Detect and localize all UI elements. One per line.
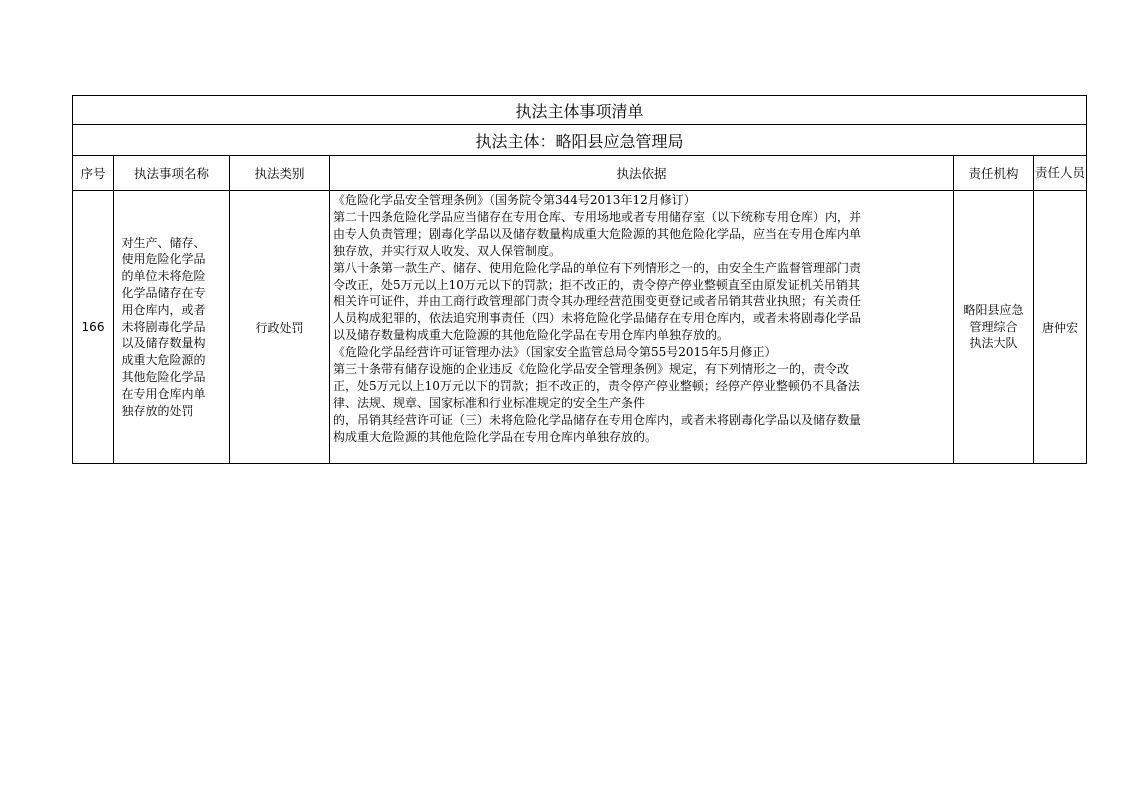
basis-line: 人员构成犯罪的，依法追究刑事责任（四）未将危险化学品储存在专用仓库内，或者未将剧毒化学品 <box>333 311 862 326</box>
basis-line: 相关许可证件，并由工商行政管理部门责令其办理经营范围变更登记或者吊销其营业执照；有关责任 <box>333 294 862 309</box>
basis-line: 令改正，处5万元以上10万元以下的罚款；拒不改正的，责令停产停业整顿直至由原发证机关吊销其 <box>333 277 860 292</box>
basis-line: 的，吊销其经营许可证（三）未将危险化学品储存在专用仓库内，或者未将剧毒化学品以及储存数量 <box>333 412 862 427</box>
basis-line: 由专人负责管理；剧毒化学品以及储存数量构成重大危险源的其他危险化学品，应当在专用仓库内单 <box>333 226 862 241</box>
header-person <box>1034 156 1087 191</box>
row-person: 唐仲宏 <box>1034 191 1087 464</box>
row-seq: 166 <box>73 191 114 464</box>
row-item-name <box>114 191 230 464</box>
item-name-line: 化学品储存在专 <box>121 286 206 300</box>
row-category: 行政处罚 <box>230 191 330 464</box>
header-item-name: 执法事项名称 <box>114 156 230 191</box>
item-name-line: 对生产、储存、 <box>121 235 206 250</box>
basis-line: 《危险化学品经营许可证管理办法》（国家安全监管总局令第55号2015年5月修正） <box>333 345 777 360</box>
item-name-line: 独存放的处罚 <box>121 403 194 418</box>
item-name-line: 未将剧毒化学品 <box>121 319 206 334</box>
row-org <box>954 191 1034 464</box>
item-name-line: 用仓库内，或者 <box>121 302 206 317</box>
header-category: 执法类别 <box>230 156 330 191</box>
org-line: 管理综合 <box>969 319 1018 334</box>
org-line: 执法大队 <box>969 336 1018 351</box>
basis-text <box>333 192 950 446</box>
header-seq: 序号 <box>73 156 114 191</box>
item-name-line: 其他危险化学品 <box>121 369 206 384</box>
basis-line: 第三十条带有储存设施的企业违反《危险化学品安全管理条例》规定，有下列情形之一的，责令改 <box>333 362 850 377</box>
org-line: 略阳县应急 <box>963 302 1024 317</box>
header-org: 责任机构 <box>954 156 1034 191</box>
basis-line: 正，处5万元以上10万元以下的罚款；拒不改正的，责令停产停业整顿；经停产停业整顿仍不具备法 <box>333 378 860 393</box>
basis-line: 独存放，并实行双人收发、双人保管制度。 <box>333 243 562 258</box>
item-name-line: 成重大危险源的 <box>121 353 206 368</box>
item-name-line: 在专用仓库内单 <box>121 386 206 401</box>
basis-line: 第八十条第一款生产、储存、使用危险化学品的单位有下列情形之一的，由安全生产监督管理部门责 <box>333 260 862 275</box>
table-row <box>73 191 1087 464</box>
item-name-text <box>122 235 222 420</box>
header-basis: 执法依据 <box>330 156 954 191</box>
enforcement-subject: 执法主体：略阳县应急管理局 <box>73 125 1087 156</box>
basis-line: 构成重大危险源的其他危险化学品在专用仓库内单独存放的。 <box>333 429 658 444</box>
basis-line: 《危险化学品安全管理条例》（国务院令第344号2013年12月修订） <box>333 193 696 207</box>
header-person-text: 责任人员 <box>1035 165 1086 180</box>
item-name-line: 的单位未将危险 <box>121 269 206 284</box>
basis-line: 律、法规、规章、国家标准和行业标准规定的安全生产条件 <box>333 395 646 410</box>
item-name-line: 以及储存数量构 <box>121 336 206 351</box>
sheet-title: 执法主体事项清单 <box>73 96 1087 125</box>
item-name-line: 使用危险化学品 <box>121 252 206 267</box>
basis-line: 第二十四条危险化学品应当储存在专用仓库、专用场地或者专用储存室（以下统称专用仓库）内，并 <box>333 209 862 224</box>
row-basis <box>330 191 954 464</box>
org-text <box>963 302 1023 352</box>
enforcement-list-table <box>72 95 1087 464</box>
basis-line: 以及储存数量构成重大危险源的其他危险化学品在专用仓库内单独存放的。 <box>333 328 730 343</box>
